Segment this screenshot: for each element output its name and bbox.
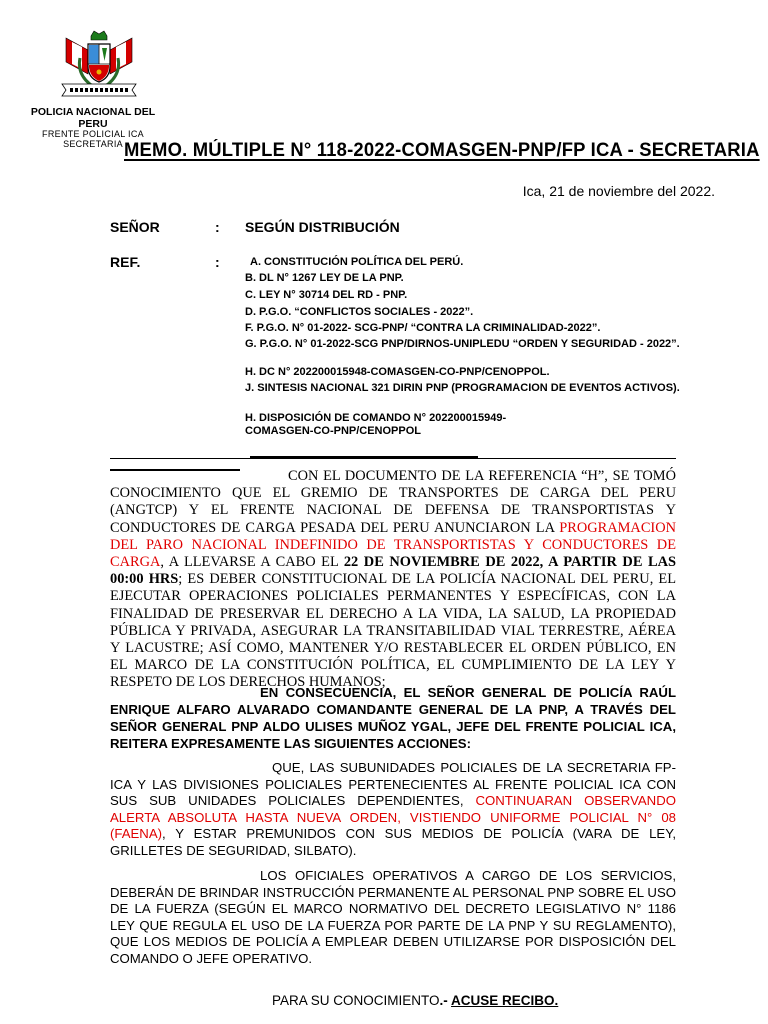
recipient-colon: :	[215, 219, 220, 235]
body-paragraph-1	[110, 468, 676, 692]
org-name-line1: POLICIA NACIONAL DEL	[30, 106, 156, 118]
closing-text: PARA SU CONOCIMIENTO	[272, 993, 440, 1008]
ref-item: H. DISPOSICIÓN DE COMANDO N° 202200015949-COMASGEN-CO-PNP/CENOPPOL	[245, 412, 507, 437]
paragraph-1-text: CON EL DOCUMENTO DE LA REFERENCIA “H”, SE TOMÓ CONOCIMIENTO QUE EL GREMIO DE TRANSPORTES DE CARGA DEL PERU (ANGTCP) Y EL FRENTE NACIONAL DE DEFENSA DE TRANSPORTISTAS Y CONDUCTORES DE CARGA PESADA DEL PERU ANUNCIARON LA	[110, 468, 676, 536]
paragraph-3-text: QUE, LAS SUBUNIDADES POLICIALES DE LA SECRETARIA FP-ICA Y LAS DIVISIONES POLICIALES PERTENECIENTES AL FRENTE POLICIAL ICA CON SUS SUB UNIDADES POLICIALES DEPENDIENTES,	[110, 760, 676, 809]
ref-label: REF.	[110, 254, 141, 270]
org-unit-line2: SECRETARIA	[63, 139, 123, 149]
memo-date: Ica, 21 de noviembre del 2022.	[522, 183, 715, 199]
ref-item: A. CONSTITUCIÓN POLÍTICA DEL PERÚ.	[250, 256, 464, 268]
org-name-line2: PERU	[78, 118, 108, 130]
ref-item: D. P.G.O. “CONFLICTOS SOCIALES - 2022”.	[245, 306, 474, 318]
closing-suffix: .-	[439, 993, 452, 1008]
paragraph-2-text: EN CONSECUENCIA, EL SEÑOR GENERAL DE POLICÍA RAÚL ENRIQUE ALFARO ALVARADO COMANDANTE GENERAL DE LA PNP, A TRAVÉS DEL SEÑOR GENERAL PNP ALDO ULISES MUÑOZ YGAL, JEFE DEL FRENTE POLICIAL ICA, REITERA EXPRESAMENTE LAS SIGUIENTES ACCIONES:	[110, 685, 676, 751]
closing-line	[272, 993, 558, 1008]
paragraph-4-text: LOS OFICIALES OPERATIVOS A CARGO DE LOS SERVICIOS, DEBERÁN DE BRINDAR INSTRUCCIÓN PERMANENTE AL PERSONAL PNP SOBRE EL USO DE LA FUERZA (SEGÚN EL MARCO NORMATIVO DEL DECRETO LEGISLATIVO N° 1186 LEY QUE REGULA EL USO DE LA FUERZA POR PARTE DE LA PNP Y SU REGLAMENTO), QUE LOS MEDIOS DE POLICÍA A EMPLEAR DEBEN UTILIZARSE POR DISPOSICIÓN DEL COMANDO O JEFE OPERATIVO.	[110, 868, 676, 966]
ref-item: B. DL N° 1267 LEY DE LA PNP.	[245, 272, 404, 284]
org-unit-line1: FRENTE POLICIAL ICA	[42, 129, 144, 139]
acknowledge-receipt: ACUSE RECIBO.	[451, 993, 559, 1008]
ref-item: H. DC N° 202200015948-COMASGEN-CO-PNP/CENOPPOL.	[245, 366, 550, 378]
ref-colon: :	[215, 254, 220, 270]
ref-item: G. P.G.O. N° 01-2022-SCG PNP/DIRNOS-UNIPLEDU “ORDEN Y SEGURIDAD - 2022”.	[245, 338, 680, 350]
national-crest-icon	[58, 28, 140, 104]
memo-title: MEMO. MÚLTIPLE N° 118-2022-COMASGEN-PNP/FP ICA - SECRETARIA	[124, 140, 760, 161]
body-paragraph-3	[110, 760, 676, 860]
paragraph-1-highlight: PROGRAMACION DEL PARO NACIONAL INDEFINIDO DE TRANSPORTISTAS Y CONDUCTORES DE CARGA	[110, 519, 676, 571]
paragraph-3-highlight: CONTINUARAN OBSERVANDO ALERTA ABSOLUTA HASTA NUEVA ORDEN, VISTIENDO UNIFORME POLICIAL N° 08 (FAENA)	[110, 793, 676, 842]
reference-underline	[250, 456, 478, 458]
ref-item: J. SINTESIS NACIONAL 321 DIRIN PNP (PROGRAMACION DE EVENTOS ACTIVOS).	[245, 382, 680, 394]
paragraph-1-text: , A LLEVARSE A CABO EL	[160, 554, 344, 571]
body-paragraph-4	[110, 868, 676, 968]
recipient-value: SEGÚN DISTRIBUCIÓN	[245, 219, 400, 235]
paragraph-3-text: , Y ESTAR PREMUNIDOS CON SUS MEDIOS DE POLICÍA (VARA DE LEY, GRILLETES DE SEGURIDAD, SILBATO).	[110, 826, 676, 858]
paragraph-1-emphasis: 22 DE NOVIEMBRE DE 2022, A PARTIR DE LAS 00:00 HRS	[110, 554, 677, 588]
ref-item: F. P.G.O. N° 01-2022- SCG-PNP/ “CONTRA LA CRIMINALIDAD-2022”.	[245, 322, 601, 334]
section-divider	[110, 458, 676, 459]
paragraph-1-text: ; ES DEBER CONSTITUCIONAL DE LA POLICÍA NACIONAL DEL PERU, EL EJECUTAR OPERACIONES POLICIALES PERMANENTES Y ESPECÍFICAS, CON LA FINALIDAD DE PRESERVAR EL DERECHO A LA VIDA, LA SALUD, LA PROPIEDAD PÚBLICA Y PRIVADA, ASEGURAR LA TRANSITABILIDAD VIAL TERRESTRE, AÉREA Y LACUSTRE; ASÍ COMO, MANTENER Y/O RESTABLECER EL ORDEN PÚBLICO, EN EL MARCO DE LA CONSTITUCIÓN POLÍTICA, EL CUMPLIMIENTO DE LA LEY Y RESPETO DE LOS DERECHOS HUMANOS;	[110, 571, 677, 691]
recipient-label: SEÑOR	[110, 219, 160, 235]
body-paragraph-2	[110, 684, 676, 752]
ref-item: C. LEY N° 30714 DEL RD - PNP.	[245, 289, 408, 301]
